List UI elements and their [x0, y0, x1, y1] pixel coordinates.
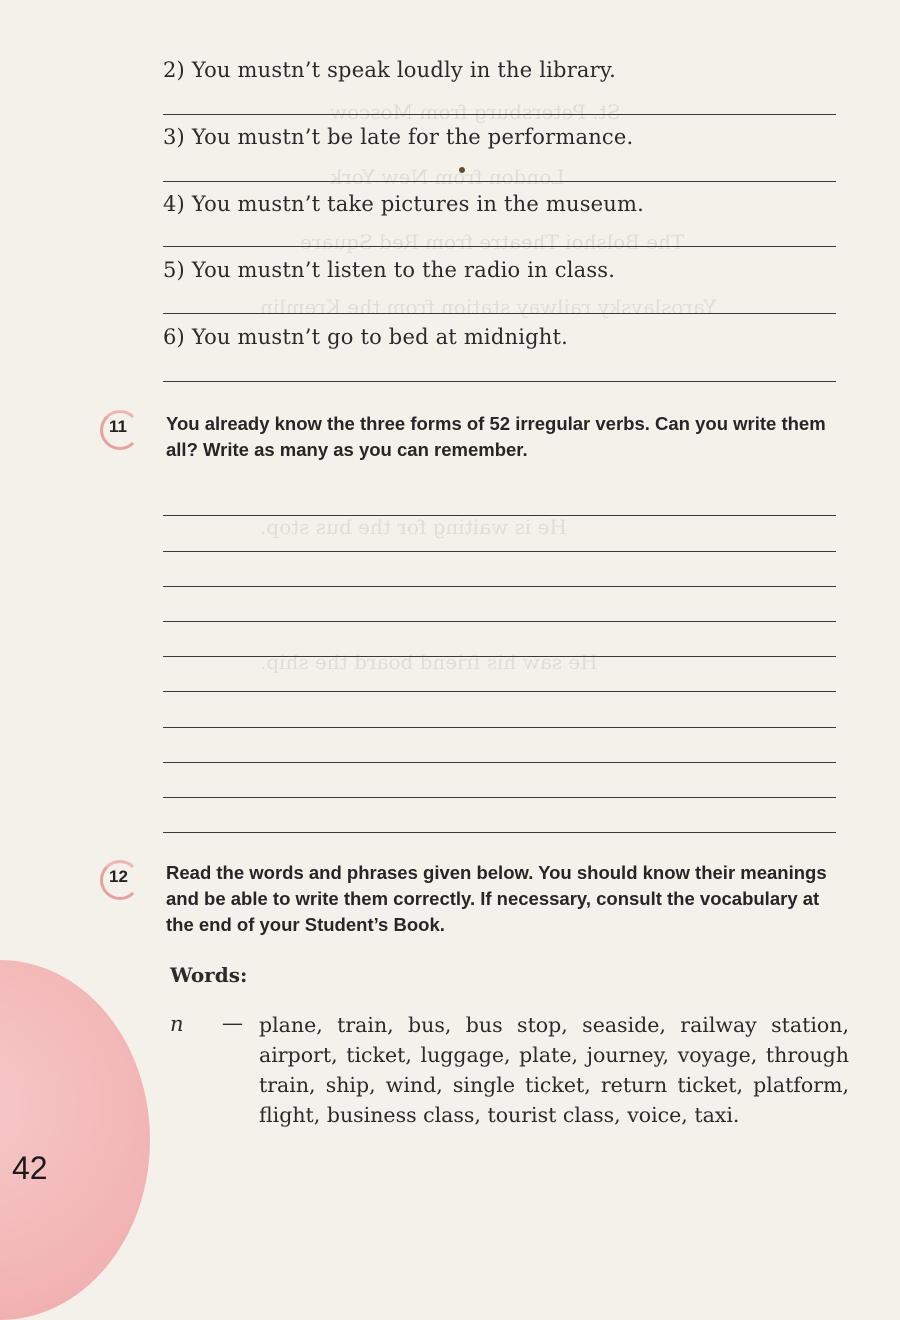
sentence-item: 5) You mustn’t listen to the radio in class. [163, 258, 616, 282]
page-number: 42 [12, 1150, 48, 1186]
answer-line[interactable] [163, 656, 836, 657]
dash-separator: — [222, 1011, 243, 1035]
show-through-text: The Bolshoi Theatre from Red Square [300, 230, 685, 254]
answer-line[interactable] [163, 114, 836, 115]
answer-line[interactable] [163, 727, 836, 728]
show-through-text: Yaroslavsky railway station from the Kremlin [260, 295, 717, 319]
answer-line[interactable] [163, 691, 836, 692]
show-through-text: He is waiting for the bus stop. [260, 515, 567, 539]
task-instruction: Read the words and phrases given below. You should know their meanings and be able to write them correctly. If necessary, consult the vocabulary at the end of your Student’s Book. [166, 862, 827, 935]
show-through-text: He saw his friend board the ship. [260, 650, 598, 674]
task-number-badge [100, 410, 140, 446]
answer-line[interactable] [163, 586, 836, 587]
answer-line[interactable] [163, 797, 836, 798]
sentence-item: 3) You mustn’t be late for the performance. [163, 125, 634, 149]
answer-line[interactable] [163, 181, 836, 182]
answer-line[interactable] [163, 313, 836, 314]
task-number-badge [100, 860, 140, 896]
page-corner-decoration [0, 960, 150, 1320]
task-instruction: You already know the three forms of 52 irregular verbs. Can you write them all? Write as many as you can remember. [166, 413, 826, 460]
sentence-item: 4) You mustn’t take pictures in the museum. [163, 192, 645, 216]
sentence-item: 6) You mustn’t go to bed at midnight. [163, 325, 569, 349]
sentence-item: 2) You mustn’t speak loudly in the library. [163, 58, 617, 82]
answer-line[interactable] [163, 246, 836, 247]
answer-line[interactable] [163, 381, 836, 382]
answer-line[interactable] [163, 551, 836, 552]
answer-line[interactable] [163, 832, 836, 833]
part-of-speech-label: n [170, 1012, 184, 1036]
answer-line[interactable] [163, 621, 836, 622]
show-through-text: St. Petersburg from Moscow [330, 100, 621, 124]
words-heading: Words: [170, 963, 248, 987]
task-number: 11 [109, 417, 127, 436]
paper-speck [459, 167, 465, 173]
task-number: 12 [109, 867, 128, 886]
show-through-text: London from New York [330, 165, 565, 189]
answer-line[interactable] [163, 762, 836, 763]
vocabulary-list: plane, train, bus, bus stop, seaside, railway station, airport, ticket, luggage, plate, journey, voyage, through train, ship, wind, single ticket, return ticket, platform, flight, business class, tourist class, voice, taxi. [259, 1013, 849, 1127]
answer-line[interactable] [163, 515, 836, 516]
